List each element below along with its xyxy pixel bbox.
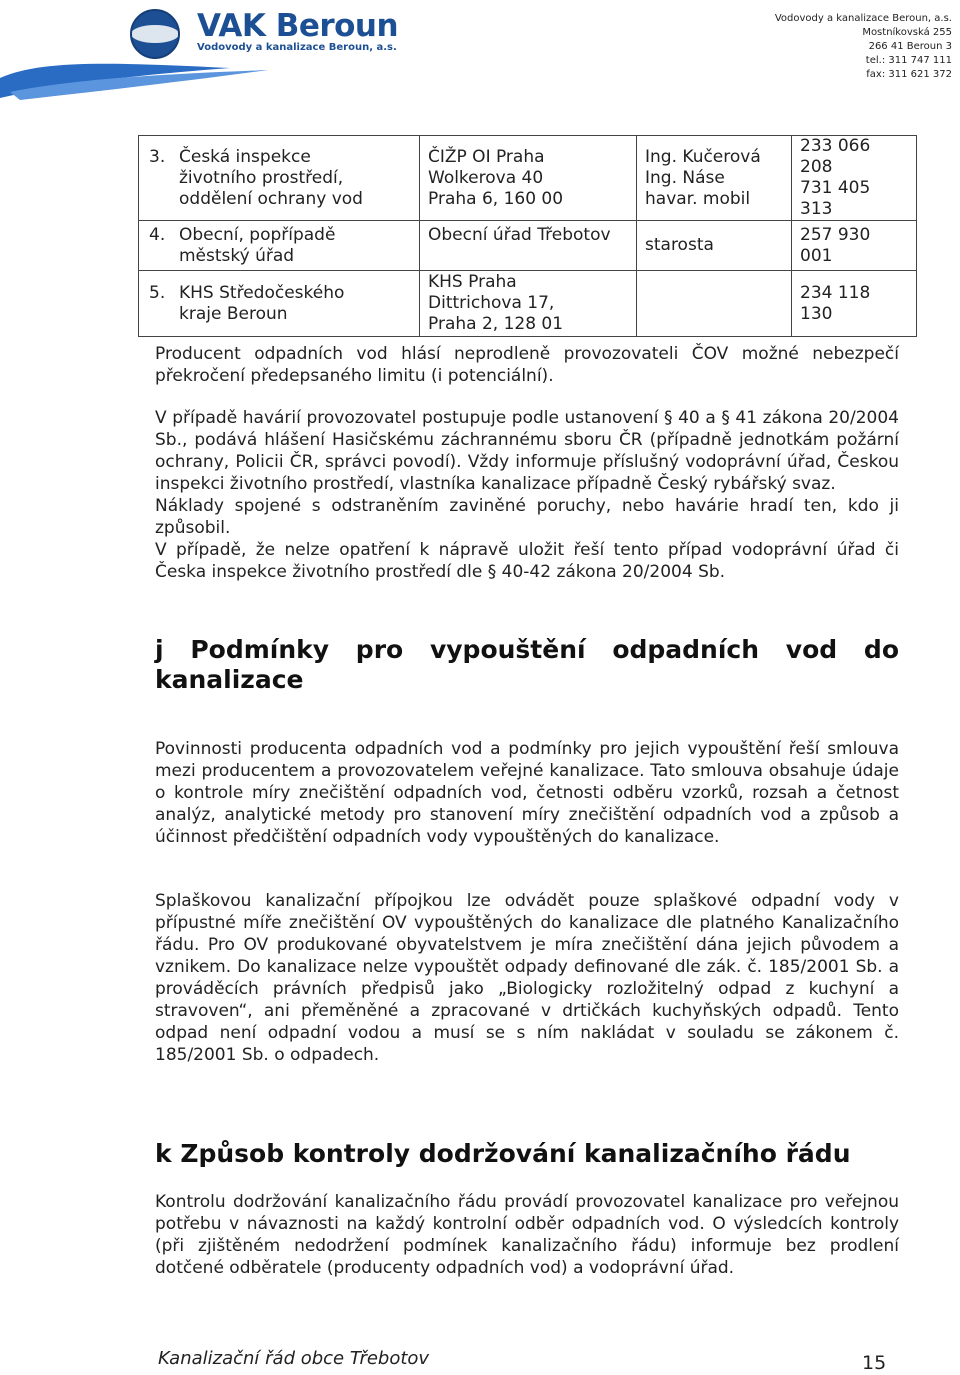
page-number: 15 [862,1352,887,1374]
paragraph-group [155,407,899,583]
person-cell [637,136,792,221]
company-line: 266 41 Beroun 3 [868,41,952,52]
address-line: Dittrichova 17, [428,293,555,313]
person-line: Ing. Náse [645,167,725,188]
person-line: havar. mobil [645,188,751,209]
address-line: Obecní úřad Třebotov [428,225,611,245]
paragraph-text: Splaškovou kanalizační přípojkou lze odvádět pouze splaškové odpadní vody v přípustné míře znečištění OV vypouštěných do kanalizace dle platného Kanalizačního řádu. Pro OV produkované obyvatelstvem je míra znečištění dána jejich původem a vznikem. Do kanalizace nelze vypouštět odpady definované dle zák. č. 185/2001 Sb. a prováděcích právních předpisů jako „Biologicky rozložitelný odpad z kuchyní a stravoven“, ani přeměněné a zpracované v drtičkách kuchyňských odpadů. Tento odpad není odpadní vodou a musí se s ním nakládat v souladu se zákonem č. 185/2001 Sb. o odpadech. [155,891,899,1065]
institution-line: Česká inspekce [179,146,311,167]
footer-title: Kanalizační řád obce Třebotov [158,1348,430,1369]
phone-cell [792,221,917,271]
phone-line: 731 405 313 [800,178,871,219]
company-line: fax: 311 621 372 [866,69,952,80]
institution-cell [139,221,420,271]
section-heading-j [155,635,899,695]
institution-line: Obecní, popřípadě [179,224,336,245]
address-line: KHS Praha [428,272,517,292]
heading-line: j Podmínky pro vypouštění odpadních vod do [155,635,899,664]
phone-cell [792,271,917,337]
brand-name: VAK Beroun [197,8,399,44]
institution-line: kraje Beroun [179,303,288,324]
row-number: 3. [149,146,166,167]
address-line: Wolkerova 40 [428,167,544,188]
company-line: Mostníkovská 255 [862,27,952,38]
phone-cell [792,136,917,221]
heading-line: kanalizace [155,665,304,694]
paragraph-text: Náklady spojené s odstraněním zaviněné poruchy, nebo havárie hradí ten, kdo ji způsobil. [155,496,899,538]
paragraph [155,738,899,848]
address-line: Praha 2, 128 01 [428,314,564,334]
institution-cell [139,271,420,337]
paragraph [155,343,899,387]
person-line: Ing. Kučerová [645,146,761,167]
contacts-table [138,135,917,337]
paragraph-text: Producent odpadních vod hlásí neprodleně provozovateli ČOV možné nebezpečí překročení předepsaného limitu (i potenciální). [155,344,899,386]
company-line: tel.: 311 747 111 [865,55,952,66]
address-line: ČIŽP OI Praha [428,146,545,167]
institution-cell [139,136,420,221]
phone-line: 257 930 001 [800,224,871,266]
section-heading-k: k Způsob kontroly dodržování kanalizačního řádu [155,1139,851,1168]
paragraph [155,1191,899,1279]
phone-line: 233 066 208 [800,136,871,177]
paragraph-text: V případě, že nelze opatření k nápravě uložit řeší tento případ vodoprávní úřad či Česka inspekce životního prostředí dle § 40-42 zákona 20/2004 Sb. [155,540,899,582]
person-line: starosta [645,235,714,255]
table-row [139,221,917,271]
company-line: Vodovody a kanalizace Beroun, a.s. [774,13,952,24]
paragraph [155,890,899,1066]
person-cell [637,221,792,271]
table-row [139,271,917,337]
person-cell [637,271,792,337]
institution-line: KHS Středočeského [179,282,345,303]
institution-line: oddělení ochrany vod [179,188,363,209]
company-address [775,12,952,82]
row-number: 5. [149,282,166,303]
logo-text [197,8,398,53]
paragraph-text: V případě havárií provozovatel postupuje podle ustanovení § 40 a § 41 zákona 20/2004 Sb., podává hlášení Hasičskému záchrannému sboru ČR (případně jednotkám požární ochrany, Policii ČR, správci povodí). Vždy informuje příslušný vodoprávní úřad, Českou inspekci životního prostředí, vlastníka kanalizace případně Český rybářský svaz. [155,408,899,494]
address-cell [420,136,637,221]
paragraph-text: Kontrolu dodržování kanalizačního řádu provádí provozovatel kanalizace pro veřejnou potřebu v návaznosti na každý kontrolní odběr odpadních vod. O výsledcích kontroly (při zjištěném nedodržení podmínek kanalizačního řádu) informuje bez prodlení dotčené odběratele (producenty odpadních vod) a vodoprávní úřad. [155,1192,899,1278]
paragraph-text: Povinnosti producenta odpadních vod a podmínky pro jejich vypouštění řeší smlouva mezi producentem a provozovatelem veřejné kanalizace. Tato smlouva obsahuje údaje o kontrole míry znečištění odpadních vod, četnosti odběru vzorků, rozsah a četnost analýz, analytické metody pro stanovení míry znečištění odpadních vod a způsob a účinnost předčištění odpadních vody vypouštěných do kanalizace. [155,739,899,847]
table-row [139,136,917,221]
institution-line: životního prostředí, [179,167,344,188]
address-cell [420,271,637,337]
institution-line: městský úřad [179,245,295,266]
address-cell [420,221,637,271]
row-number: 4. [149,224,166,245]
phone-line: 234 118 130 [800,282,871,324]
address-line: Praha 6, 160 00 [428,188,564,209]
brand-subtitle: Vodovody a kanalizace Beroun, a.s. [197,42,397,53]
